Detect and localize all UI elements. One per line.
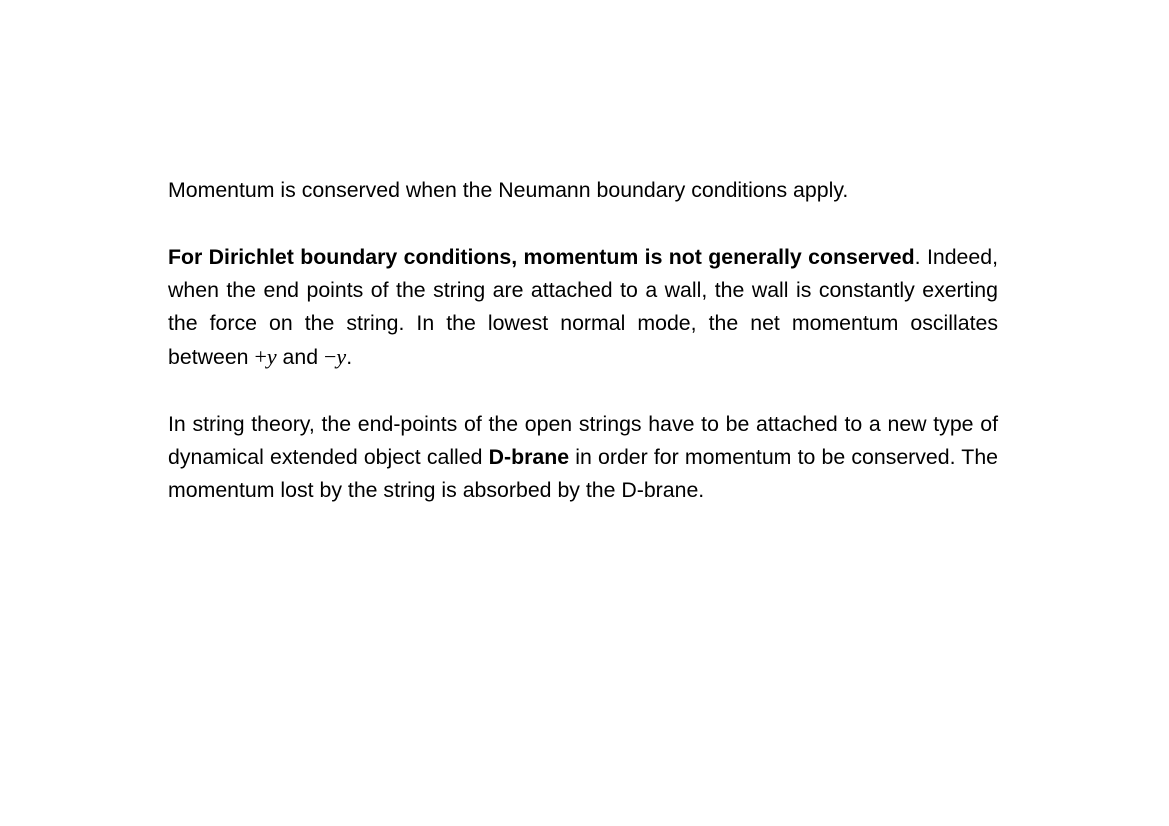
math-minus-sign: − (324, 344, 337, 369)
dirichlet-end-period: . (346, 345, 353, 369)
and-word: and (276, 345, 324, 369)
math-plus-y (254, 344, 276, 369)
dbrane-bold-term: D-brane (488, 445, 570, 469)
dbrane-text-a: In string theory, the end-points of the open strings have to be attached to a new type of dynamical extended object called (168, 412, 998, 469)
math-minus-y (324, 344, 346, 369)
slide-body (168, 174, 998, 541)
math-plus-var: y (266, 344, 277, 369)
paragraph-neumann (168, 174, 998, 207)
math-minus-var: y (336, 344, 347, 369)
paragraph-neumann-text: Momentum is conserved when the Neumann boundary conditions apply. (168, 178, 849, 202)
dirichlet-bold-lead: For Dirichlet boundary conditions, momentum is not generally conserved (168, 245, 915, 269)
math-plus-sign: + (254, 344, 267, 369)
dbrane-text-b: in order for momentum to be conserved. The momentum lost by the string is absorbed by the D-brane. (168, 445, 999, 502)
paragraph-dirichlet (168, 241, 998, 374)
paragraph-dbrane (168, 408, 998, 507)
dirichlet-body-text: . Indeed, when the end points of the string are attached to a wall, the wall is constantly exerting the force on the string. In the lowest normal mode, the net momentum oscillates between (168, 245, 999, 369)
